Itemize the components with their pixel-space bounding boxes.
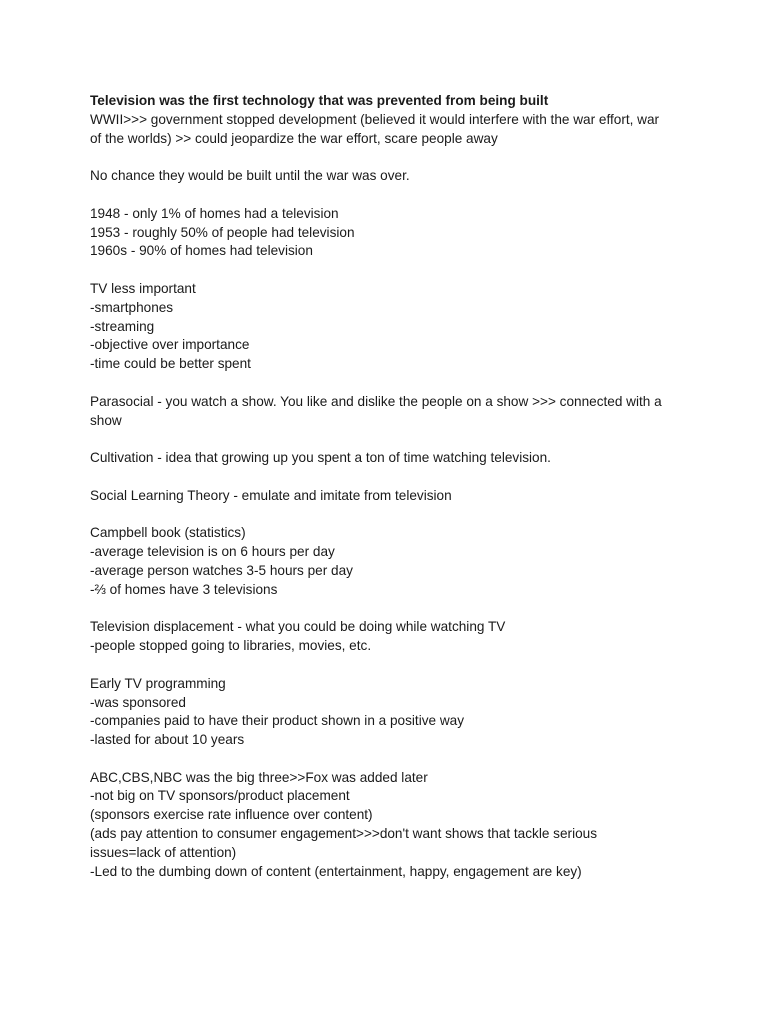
text-line: -Led to the dumbing down of content (entertainment, happy, engagement are key)	[90, 863, 582, 879]
spacer	[90, 750, 690, 769]
text-line: Cultivation - idea that growing up you spent a ton of time watching television.	[90, 450, 551, 466]
text-line: Social Learning Theory - emulate and imitate from television	[90, 487, 452, 503]
text-line: of the worlds) >> could jeopardize the war effort, scare people away	[90, 130, 498, 146]
text-line: issues=lack of attention)	[90, 844, 237, 860]
text-line: -average person watches 3-5 hours per day	[90, 562, 353, 578]
text-line: -lasted for about 10 years	[90, 732, 245, 748]
spacer	[90, 148, 690, 167]
text-line: Early TV programming	[90, 675, 226, 691]
text-line: (ads pay attention to consumer engagement>>>don't want shows that tackle serious	[90, 826, 598, 842]
text-line: -people stopped going to libraries, movies, etc.	[90, 638, 372, 654]
text-line: 1960s - 90% of homes had television	[90, 243, 313, 259]
text-line: -time could be better spent	[90, 356, 251, 372]
spacer	[90, 656, 690, 675]
spacer	[90, 430, 690, 449]
text-line: 1948 - only 1% of homes had a television	[90, 205, 339, 221]
text-line: TV less important	[90, 280, 196, 296]
spacer	[90, 600, 690, 619]
document-page	[90, 92, 690, 881]
text-line: -was sponsored	[90, 694, 186, 710]
spacer	[90, 468, 690, 487]
text-line: 1953 - roughly 50% of people had television	[90, 224, 355, 240]
text-line: Parasocial - you watch a show. You like and dislike the people on a show >>> connected with a	[90, 393, 662, 409]
text-line: -companies paid to have their product shown in a positive way	[90, 713, 465, 729]
text-line: Television displacement - what you could be doing while watching TV	[90, 619, 506, 635]
text-line: -not big on TV sponsors/product placement	[90, 788, 350, 804]
text-line: -average television is on 6 hours per day	[90, 544, 335, 560]
text-line: show	[90, 412, 122, 428]
text-line: -objective over importance	[90, 337, 250, 353]
text-line: -⅔ of homes have 3 televisions	[90, 581, 278, 597]
text-line: No chance they would be built until the war was over.	[90, 168, 410, 184]
text-line: ABC,CBS,NBC was the big three>>Fox was added later	[90, 769, 428, 785]
spacer	[90, 506, 690, 525]
text-line: (sponsors exercise rate influence over content)	[90, 807, 373, 823]
text-line: -smartphones	[90, 299, 174, 315]
text-line: WWII>>> government stopped development (believed it would interfere with the war effort, war	[90, 111, 660, 127]
spacer	[90, 186, 690, 205]
text-line: -streaming	[90, 318, 155, 334]
spacer	[90, 374, 690, 393]
spacer	[90, 261, 690, 280]
text-line: Campbell book (statistics)	[90, 525, 246, 541]
document-title: Television was the first technology that was prevented from being built	[90, 93, 549, 108]
